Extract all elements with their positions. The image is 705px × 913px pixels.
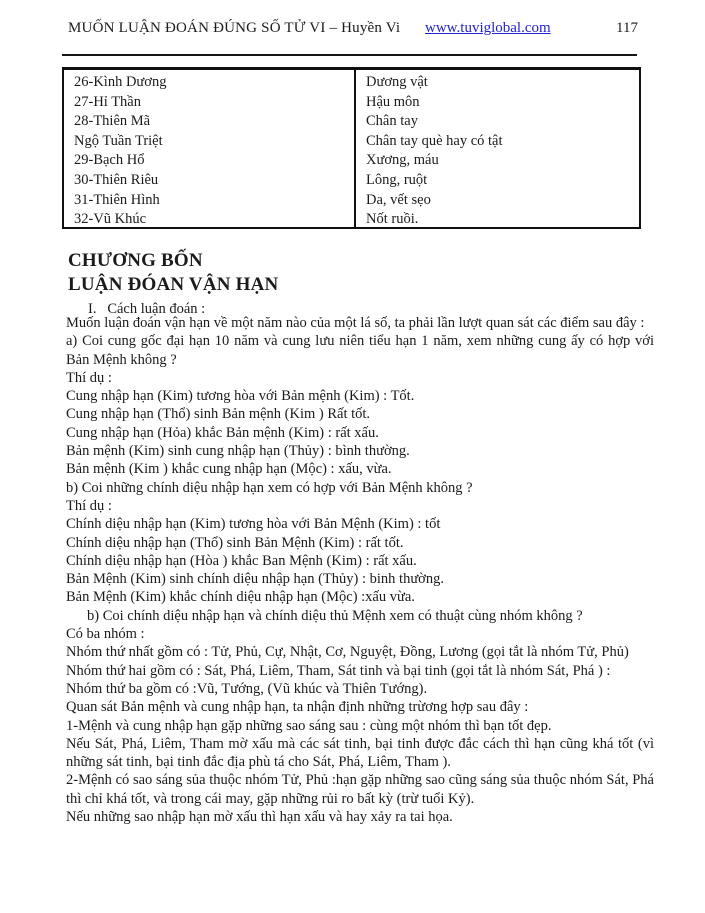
paragraph: Thí dụ : [66,369,112,386]
paragraph: 1-Mệnh và cung nhập hạn gặp những sao sáng sau : cùng một nhóm thì bạn tốt đẹp. [66,717,552,734]
body-part-cell: Dương vật [366,74,428,90]
paragraph: Cung nhập hạn (Kim) tương hòa với Bản mệnh (Kim) : Tốt. [66,388,415,405]
body-part-cell: Da, vết sẹo [366,191,431,208]
paragraph: b) Coi chính diệu nhập hạn và chính diệu thủ Mệnh xem có thuật cùng nhóm không ? [87,607,583,624]
paragraph: 2-Mệnh có sao sáng sủa thuộc nhóm Tử, Phủ :hạn gặp những sao cũng sáng sủa thuộc nhóm Sát, Phá thì chỉ khá tốt, và trong cái may, gặp những rủi ro bất kỳ (trừ tuổi Kỷ). [66,772,654,807]
paragraph: b) Coi những chính diệu nhập hạn xem có hợp với Bản Mệnh không ? [66,479,473,496]
chapter-number-heading: CHƯƠNG BỐN [68,250,203,271]
paragraph: Nhóm thứ ba gồm có :Vũ, Tướng, (Vũ khúc và Thiên Tướng). [66,680,428,697]
star-name-cell: 27-Hỉ Thần [74,93,141,110]
star-name-cell: 30-Thiên Riêu [74,171,159,188]
body-part-cell: Nốt ruồi. [366,211,419,228]
paragraph: Nhóm thứ hai gồm có : Sát, Phá, Liêm, Tham, Sát tinh và bại tinh (gọi tắt là nhóm Sát, Phá ) : [66,662,611,679]
paragraph: Bản mệnh (Kim ) khắc cung nhập hạn (Mộc) : xấu, vừa. [66,461,392,478]
paragraph: Chính diệu nhập hạn (Hòa ) khắc Ban Mệnh (Kim) : rất xấu. [66,552,417,569]
paragraph: Bản Mệnh (Kim) sinh chính diệu nhập hạn (Thủy) : binh thường. [66,571,444,588]
paragraph: Chính diệu nhập hạn (Thổ) sinh Bản Mệnh (Kim) : rất tốt. [66,534,404,551]
page-number: 117 [616,20,638,36]
star-name-cell: 29-Bạch Hổ [74,152,145,169]
paragraph: Nếu Sát, Phá, Liêm, Tham mờ xấu mà các sát tinh, bại tinh được đắc cách thì hạn cũng khá tốt (vì những sát tinh, bại tinh đắc địa phù tá cho Sát, Phá, Liêm, Tham ). [66,735,654,771]
book-title: MUỐN LUẬN ĐOÁN ĐÚNG SỐ TỬ VI – Huyền Vi [68,20,401,36]
star-name-cell: 28-Thiên Mã [74,113,151,130]
paragraph: Cung nhập hạn (Hỏa) khắc Bản mệnh (Kim) : rất xấu. [66,424,379,441]
section-heading: I. Cách luận đoán : [88,301,206,317]
paragraph: Nếu những sao nhập hạn mờ xấu thì hạn xấu và hay xảy ra tai họa. [66,809,453,826]
table-column-divider [354,70,356,227]
website-link[interactable]: www.tuviglobal.com [425,20,551,36]
body-part-cell: Chân tay [366,113,418,130]
star-name-cell: 31-Thiên Hình [74,191,160,208]
paragraph: Nhóm thứ nhất gồm có : Tử, Phủ, Cự, Nhật, Cơ, Nguyệt, Đồng, Lương (gọi tắt là nhóm Tử, Phủ) [66,644,629,661]
paragraph: Có ba nhóm : [66,626,145,643]
paragraph: Quan sát Bản mệnh và cung nhập hạn, ta nhận định những trừơng hợp sau đây : [66,699,529,716]
body-part-cell: Chân tay què hay có tật [366,132,503,149]
body-paragraphs [66,314,654,826]
star-name-cell: 32-Vũ Khúc [74,211,147,228]
paragraph: Bản mệnh (Kim) sinh cung nhập hạn (Thủy) : bình thường. [66,443,410,460]
paragraph: Cung nhập hạn (Thổ) sinh Bản mệnh (Kim ) Rất tốt. [66,406,371,423]
body-part-cell: Hậu môn [366,93,420,110]
header-divider-rule [62,54,637,56]
chapter-title-heading: LUẬN ĐÓAN VẬN HẠN [68,274,279,295]
paragraph: a) Coi cung gốc đại hạn 10 năm và cung lưu niên tiểu hạn 1 năm, xem những cung ấy có hợp với Bản Mệnh không ? [66,333,654,368]
paragraph: Muốn luận đoán vận hạn về một năm nào của một lá số, ta phải lần lượt quan sát các điểm sau đây : [66,315,645,331]
stars-body-parts-table [62,67,641,229]
body-part-cell: Lông, ruột [366,171,428,188]
body-part-cell: Xương, máu [366,152,439,169]
chapter-heading-block [68,249,278,319]
star-name-cell: 26-Kình Dương [74,74,167,90]
paragraph: Chính diệu nhập hạn (Kim) tương hòa với Bản Mệnh (Kim) : tốt [66,516,441,533]
star-name-cell: Ngộ Tuần Triệt [74,132,163,149]
paragraph: Bản Mệnh (Kim) khắc chính diệu nhập hạn (Mộc) :xấu vừa. [66,589,415,606]
paragraph: Thí dụ : [66,497,112,514]
page-header [0,20,705,40]
